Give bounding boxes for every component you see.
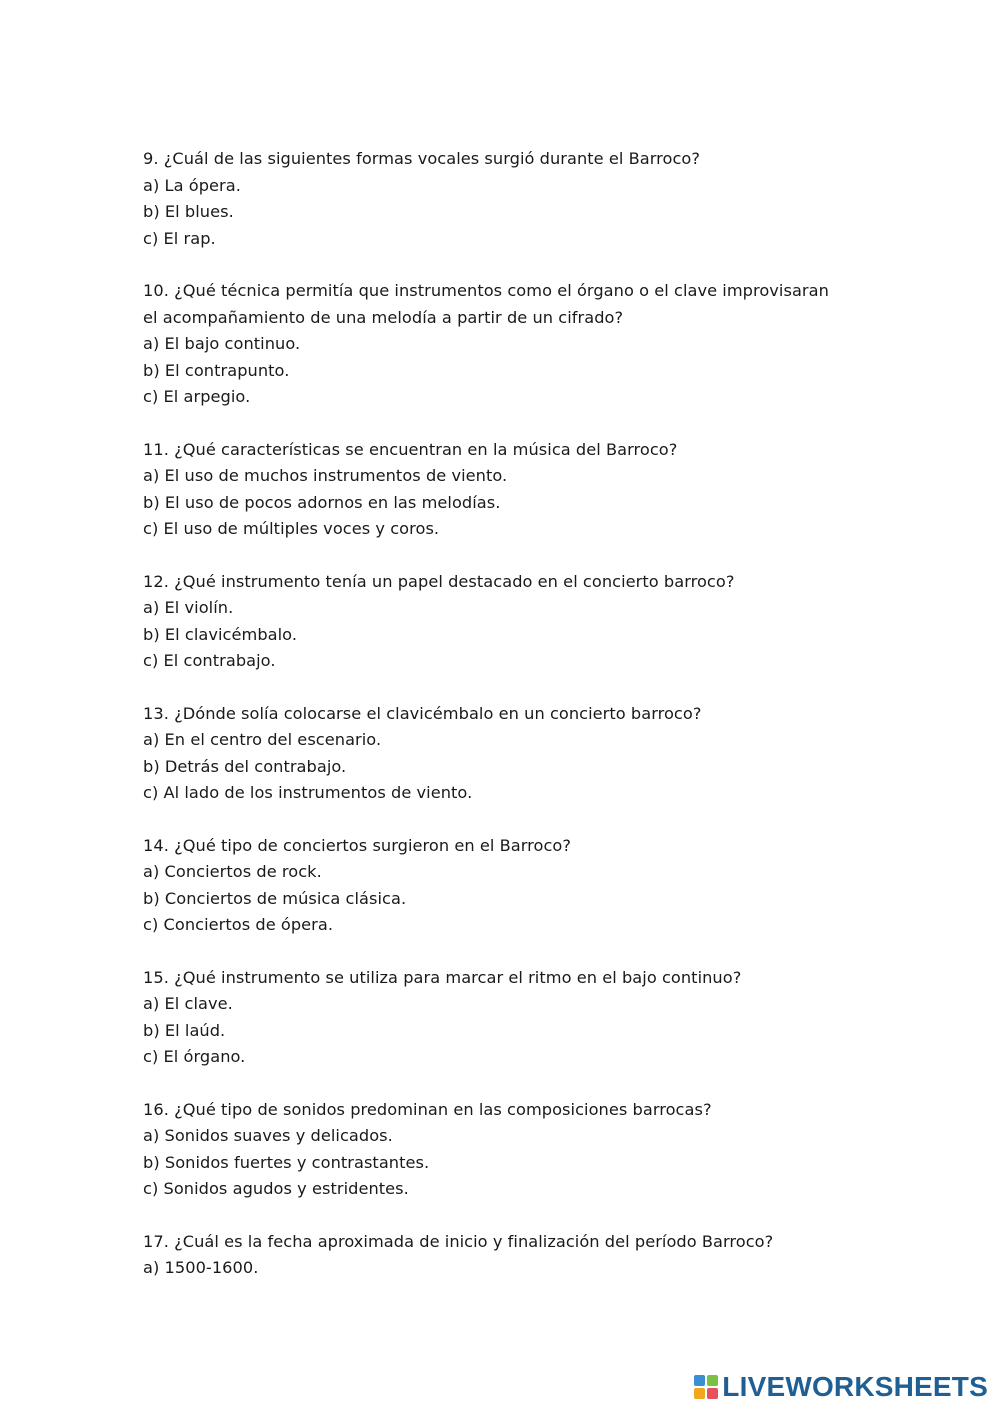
question-text: 11. ¿Qué características se encuentran en la música del Barroco? xyxy=(143,439,678,459)
answer-option: a) El clave. xyxy=(143,994,233,1013)
liveworksheets-brand xyxy=(694,1369,988,1405)
answer-option: b) Detrás del contrabajo. xyxy=(143,756,347,776)
answer-option: c) El órgano. xyxy=(143,1047,246,1066)
answer-option: b) Conciertos de música clásica. xyxy=(143,888,407,908)
liveworksheets-logo-icon xyxy=(694,1375,718,1399)
question-text: 16. ¿Qué tipo de sonidos predominan en las composiciones barrocas? xyxy=(143,1099,712,1119)
answer-option: c) Conciertos de ópera. xyxy=(143,915,334,934)
answer-option: c) El arpegio. xyxy=(143,387,251,406)
logo-tile-1 xyxy=(694,1375,705,1386)
answer-option: b) Sonidos fuertes y contrastantes. xyxy=(143,1152,430,1172)
question-block xyxy=(143,569,943,675)
answer-option: c) El contrabajo. xyxy=(143,651,276,670)
question-text: 15. ¿Qué instrumento se utiliza para marcar el ritmo en el bajo continuo? xyxy=(143,967,742,987)
question-block xyxy=(143,965,943,1071)
question-text: 9. ¿Cuál de las siguientes formas vocales surgió durante el Barroco? xyxy=(143,149,701,168)
answer-option: a) La ópera. xyxy=(143,175,241,195)
question-text: 17. ¿Cuál es la fecha aproximada de inicio y finalización del período Barroco? xyxy=(143,1231,774,1251)
logo-tile-2 xyxy=(707,1375,718,1386)
logo-tile-4 xyxy=(707,1388,718,1399)
answer-option: b) El clavicémbalo. xyxy=(143,624,298,644)
answer-option: b) El blues. xyxy=(143,202,234,221)
question-block xyxy=(143,278,943,411)
answer-option: a) En el centro del escenario. xyxy=(143,730,382,749)
answer-option: a) El uso de muchos instrumentos de viento. xyxy=(143,466,508,485)
question-block xyxy=(143,146,943,252)
answer-option: b) El contrapunto. xyxy=(143,360,290,380)
question-block xyxy=(143,833,943,939)
answer-option: c) Sonidos agudos y estridentes. xyxy=(143,1179,409,1198)
question-block xyxy=(143,1097,943,1203)
answer-option: a) Conciertos de rock. xyxy=(143,862,322,881)
answer-option: a) Sonidos suaves y delicados. xyxy=(143,1126,393,1145)
answer-option: a) El violín. xyxy=(143,598,234,617)
question-text: 12. ¿Qué instrumento tenía un papel destacado en el concierto barroco? xyxy=(143,571,735,591)
brand-name: LIVEWORKSHEETS xyxy=(722,1371,988,1402)
answer-option: b) El laúd. xyxy=(143,1020,226,1040)
logo-tile-3 xyxy=(694,1388,705,1399)
answer-option: c) Al lado de los instrumentos de viento. xyxy=(143,783,473,802)
answer-option: b) El uso de pocos adornos en las melodías. xyxy=(143,492,501,512)
question-block xyxy=(143,1229,943,1282)
answer-option: a) El bajo continuo. xyxy=(143,334,301,353)
answer-option: c) El uso de múltiples voces y coros. xyxy=(143,519,440,538)
worksheet-questions xyxy=(143,146,943,1308)
question-text: 13. ¿Dónde solía colocarse el clavicémbalo en un concierto barroco? xyxy=(143,703,702,723)
answer-option: a) 1500-1600. xyxy=(143,1258,259,1277)
question-text: 14. ¿Qué tipo de conciertos surgieron en el Barroco? xyxy=(143,835,572,855)
question-text: 10. ¿Qué técnica permitía que instrumentos como el órgano o el clave improvisaran el acompañamiento de una melodía a partir de un cifrado? xyxy=(143,281,829,327)
answer-option: c) El rap. xyxy=(143,228,216,248)
question-block xyxy=(143,701,943,807)
question-block xyxy=(143,437,943,543)
